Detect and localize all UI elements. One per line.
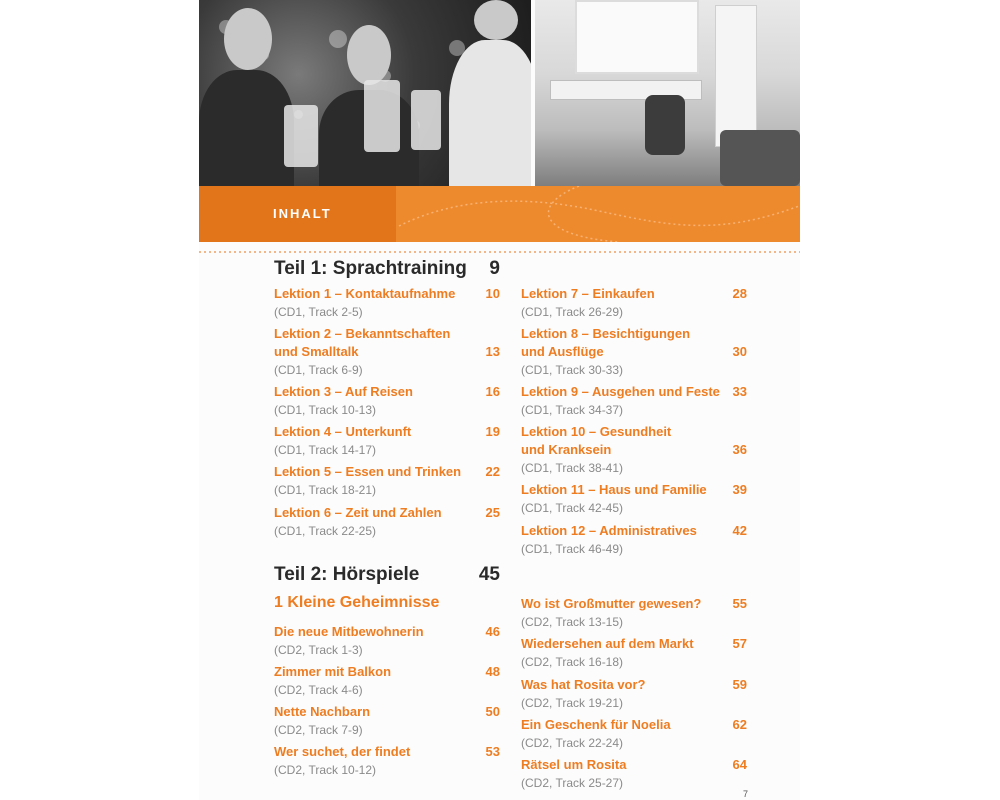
toc-entry[interactable]	[521, 635, 747, 671]
toc-entry[interactable]	[274, 423, 500, 459]
entry-track: (CD1, Track 14-17)	[274, 443, 377, 457]
entry-track: (CD2, Track 4-6)	[274, 683, 363, 697]
toc-entry[interactable]	[521, 522, 747, 558]
entry-title: Lektion 10 – Gesundheit	[521, 424, 672, 439]
entry-page: 10	[485, 286, 500, 301]
entry-page: 62	[732, 717, 747, 732]
entry-page: 22	[485, 464, 500, 479]
entry-title: Was hat Rosita vor?	[521, 677, 646, 692]
toc-entry[interactable]	[521, 756, 747, 792]
entry-track: (CD1, Track 18-21)	[274, 483, 377, 497]
entry-track: (CD1, Track 10-13)	[274, 403, 377, 417]
entry-track: (CD2, Track 10-12)	[274, 763, 377, 777]
part2-title: Teil 2: Hörspiele	[274, 564, 420, 585]
entry-track: (CD2, Track 7-9)	[274, 723, 363, 737]
entry-title: Lektion 7 – Einkaufen	[521, 286, 655, 301]
photo-bedroom	[535, 0, 800, 186]
entry-track: (CD1, Track 30-33)	[521, 363, 624, 377]
toc-entry[interactable]	[274, 285, 500, 321]
entry-title: Die neue Mitbewohnerin	[274, 624, 424, 639]
toc-entry[interactable]	[521, 383, 747, 419]
entry-page: 57	[732, 636, 747, 651]
entry-title: Lektion 6 – Zeit und Zahlen	[274, 505, 442, 520]
part2-subtitle: 1 Kleine Geheimnisse	[274, 594, 440, 611]
entry-page: 59	[732, 677, 747, 692]
entry-page: 53	[485, 744, 500, 759]
entry-page: 55	[732, 596, 747, 611]
toc-entry[interactable]	[521, 285, 747, 321]
toc-entry[interactable]	[274, 663, 500, 699]
entry-page: 30	[732, 344, 747, 359]
toc-entry[interactable]	[521, 595, 747, 631]
entry-title-cont: und Ausflüge	[521, 344, 604, 359]
entry-page: 16	[485, 384, 500, 399]
entry-track: (CD2, Track 22-24)	[521, 736, 624, 750]
entry-title: Lektion 4 – Unterkunft	[274, 424, 412, 439]
toc-entry[interactable]	[274, 504, 500, 540]
entry-page: 33	[732, 384, 747, 399]
entry-track: (CD1, Track 46-49)	[521, 542, 624, 556]
entry-page: 42	[732, 523, 747, 538]
entry-title: Lektion 5 – Essen und Trinken	[274, 464, 462, 479]
entry-title: Lektion 2 – Bekanntschaften	[274, 326, 451, 341]
entry-title: Wer suchet, der findet	[274, 744, 411, 759]
entry-track: (CD2, Track 19-21)	[521, 696, 624, 710]
entry-title-cont: und Smalltalk	[274, 344, 359, 359]
entry-title: Lektion 9 – Ausgehen und Feste	[521, 384, 720, 399]
entry-page: 48	[485, 664, 500, 679]
toc-entry[interactable]	[521, 676, 747, 712]
entry-page: 46	[485, 624, 500, 639]
part1-title: Teil 1: Sprachtraining	[274, 258, 467, 279]
entry-title: Lektion 8 – Besichtigungen	[521, 326, 691, 341]
toc-entry[interactable]	[274, 743, 500, 779]
part1-heading	[274, 258, 500, 280]
entry-page: 50	[485, 704, 500, 719]
entry-title: Zimmer mit Balkon	[274, 664, 392, 679]
header-band	[199, 186, 800, 242]
entry-title: Lektion 12 – Administratives	[521, 523, 697, 538]
toc-entry[interactable]	[521, 423, 747, 477]
toc-entry[interactable]	[274, 623, 500, 659]
entry-title: Lektion 3 – Auf Reisen	[274, 384, 413, 399]
entry-track: (CD2, Track 25-27)	[521, 776, 624, 790]
page-number: 7	[743, 789, 749, 799]
entry-track: (CD1, Track 42-45)	[521, 501, 624, 515]
entry-track: (CD1, Track 26-29)	[521, 305, 624, 319]
entry-title: Lektion 1 – Kontaktaufnahme	[274, 286, 456, 301]
entry-track: (CD1, Track 38-41)	[521, 461, 624, 475]
toc-entry[interactable]	[274, 463, 500, 499]
toc-entry[interactable]	[274, 325, 500, 379]
part1-page: 9	[489, 258, 500, 279]
entry-title: Wiedersehen auf dem Markt	[521, 636, 694, 651]
entry-track: (CD1, Track 34-37)	[521, 403, 624, 417]
entry-track: (CD2, Track 13-15)	[521, 615, 624, 629]
entry-page: 64	[732, 757, 747, 772]
entry-page: 25	[485, 505, 500, 520]
toc-entry[interactable]	[521, 481, 747, 517]
entry-title: Wo ist Großmutter gewesen?	[521, 596, 702, 611]
part2-page: 45	[478, 564, 500, 585]
entry-track: (CD1, Track 22-25)	[274, 524, 377, 538]
entry-title: Rätsel um Rosita	[521, 757, 627, 772]
entry-page: 19	[485, 424, 500, 439]
entry-title: Nette Nachbarn	[274, 704, 371, 719]
entry-track: (CD1, Track 2-5)	[274, 305, 363, 319]
entry-track: (CD1, Track 6-9)	[274, 363, 363, 377]
dotted-divider	[199, 250, 800, 254]
toc-entry[interactable]	[521, 325, 747, 379]
toc-entry[interactable]	[274, 703, 500, 739]
entry-title-cont: und Kranksein	[521, 442, 612, 457]
entry-track: (CD2, Track 16-18)	[521, 655, 624, 669]
entry-page: 39	[732, 482, 747, 497]
entry-title: Ein Geschenk für Noelia	[521, 717, 671, 732]
photo-friends-toasting	[199, 0, 531, 186]
toc-entry[interactable]	[274, 383, 500, 419]
entry-page: 28	[732, 286, 747, 301]
entry-page: 13	[485, 344, 500, 359]
entry-title: Lektion 11 – Haus und Familie	[521, 482, 707, 497]
toc-entry[interactable]	[521, 716, 747, 752]
section-label: INHALT	[273, 206, 332, 221]
toc-page	[199, 0, 800, 800]
entry-page: 36	[732, 442, 747, 457]
entry-track: (CD2, Track 1-3)	[274, 643, 363, 657]
part2-heading	[274, 564, 500, 586]
